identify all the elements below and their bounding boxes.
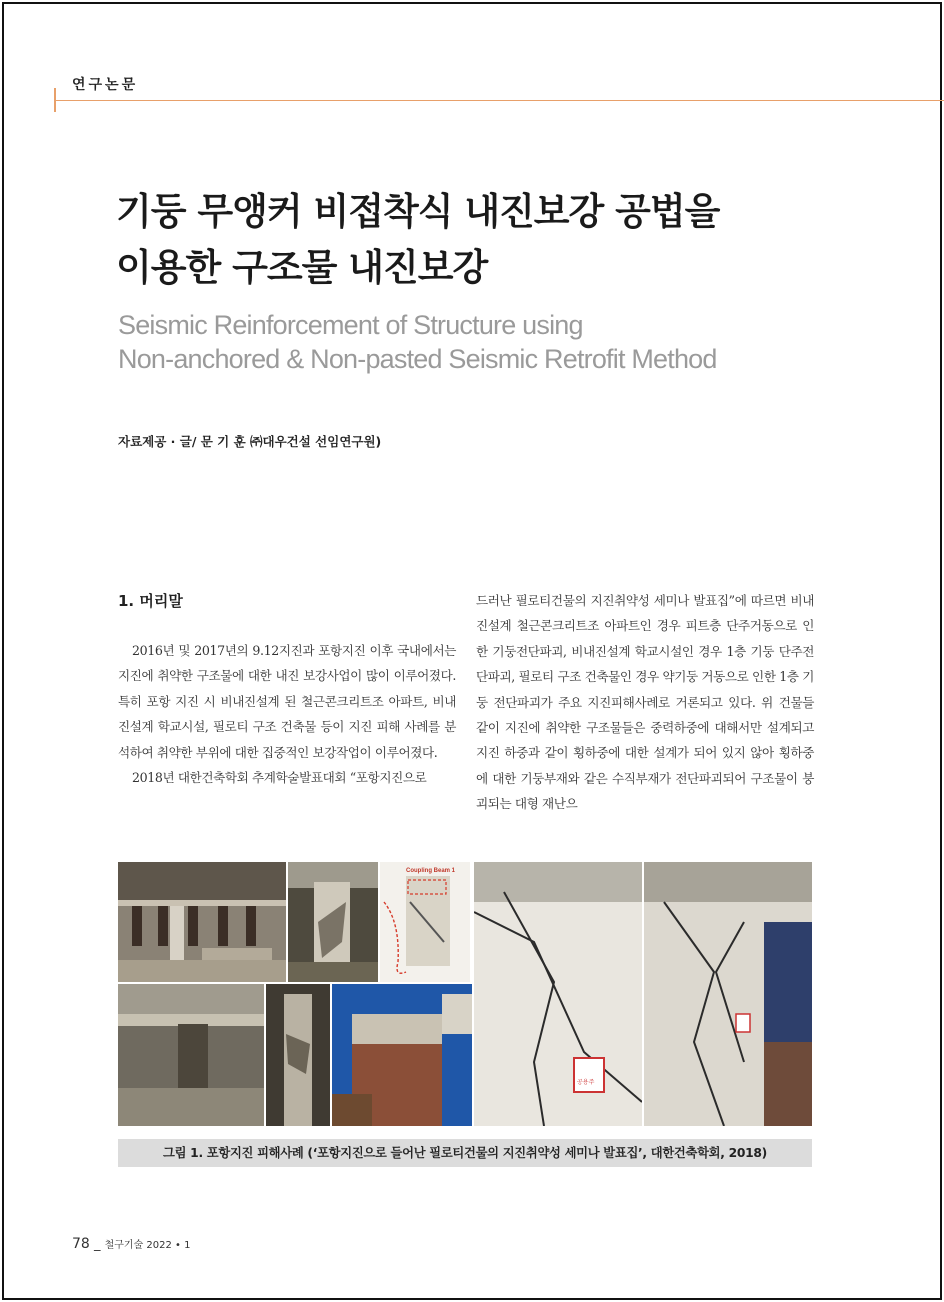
photo-column-rebar (266, 984, 330, 1126)
section-label: 연구논문 (72, 77, 139, 93)
body-column-right (476, 588, 814, 817)
page-frame (2, 2, 942, 1300)
english-title-line2: Non-anchored & Non-pasted Seismic Retrofit Method (118, 344, 717, 374)
section-heading: 1. 머리말 (118, 592, 183, 610)
photo-cracked-column-2 (644, 862, 812, 1126)
page-number: 78 (72, 1236, 90, 1252)
overlay-label: Coupling Beam 1 (406, 868, 456, 874)
footer-separator: _ (93, 1237, 101, 1252)
korean-title (116, 184, 719, 296)
english-title-line1: Seismic Reinforcement of Structure using (118, 310, 583, 340)
photo-column-failure (288, 862, 378, 982)
photo-slab-collapse (118, 984, 264, 1126)
photo-piloti-damage (118, 862, 286, 982)
english-title (118, 308, 717, 376)
paragraph: 2016년 및 2017년의 9.12지진과 포항지진 이후 국내에서는 지진에 취약한 구조물에 대한 내진 보강사업이 많이 이루어졌다. 특히 포항 지진 시 비내진설계 된 철근콘크리트조 아파트, 비내진설계 학교시설, 필로티 구조 건축물 등이 지진 피해 사례를 분석하여 취약한 부위에 대한 집중적인 보강작업이 이루어졌다. (118, 643, 456, 760)
korean-title-line1: 기둥 무앵커 비접착식 내진보강 공법을 (116, 190, 720, 233)
figure-1 (118, 862, 812, 1126)
photo-coupling-beam-diagram (380, 862, 470, 982)
figure-caption: 그림 1. 포항지진 피해사례 (‘포항지진으로 들어난 필로티건물의 지진취약성 세미나 발표집’, 대한건축학회, 2018) (118, 1139, 812, 1167)
photo-cracked-column-1 (474, 862, 642, 1126)
journal-name: 철구기술 2022 • 1 (104, 1240, 191, 1251)
section-divider-line (56, 100, 944, 101)
paragraph: 드러난 필로티건물의 지진취약성 세미나 발표집”에 따르면 비내진설계 철근콘크리트조 아파트인 경우 피트층 단주거동으로 인한 기둥전단파괴, 비내진설계 학교시설인 경우 1층 기둥 단주전단파괴, 필로티 구조 건축물인 경우 약기둥 거동으로 인한 1층 기둥 전단파괴가 주요 지진피해사례로 거론되고 있다. 위 건물들 같이 지진에 취약한 구조물들은 중력하중에 대해서만 설계되고 지진 하중과 같이 횡하중에 대한 설계가 되어 있지 않아 횡하중에 대한 기둥부재와 같은 수직부재가 전단파괴되어 구조물이 붕괴되는 대형 재난으 (476, 593, 814, 812)
body-column-left (118, 638, 456, 790)
photo-damaged-building (332, 984, 472, 1126)
author-byline: 자료제공 · 글/ 문 기 훈 ㈜대우건설 선임연구원) (118, 434, 382, 449)
korean-title-line2: 이용한 구조물 내진보강 (116, 246, 488, 289)
sign-text: 공용주 (577, 1079, 595, 1086)
page-footer (72, 1236, 191, 1252)
paragraph: 2018년 대한건축학회 추계학술발표대회 “포항지진으로 (132, 770, 427, 786)
